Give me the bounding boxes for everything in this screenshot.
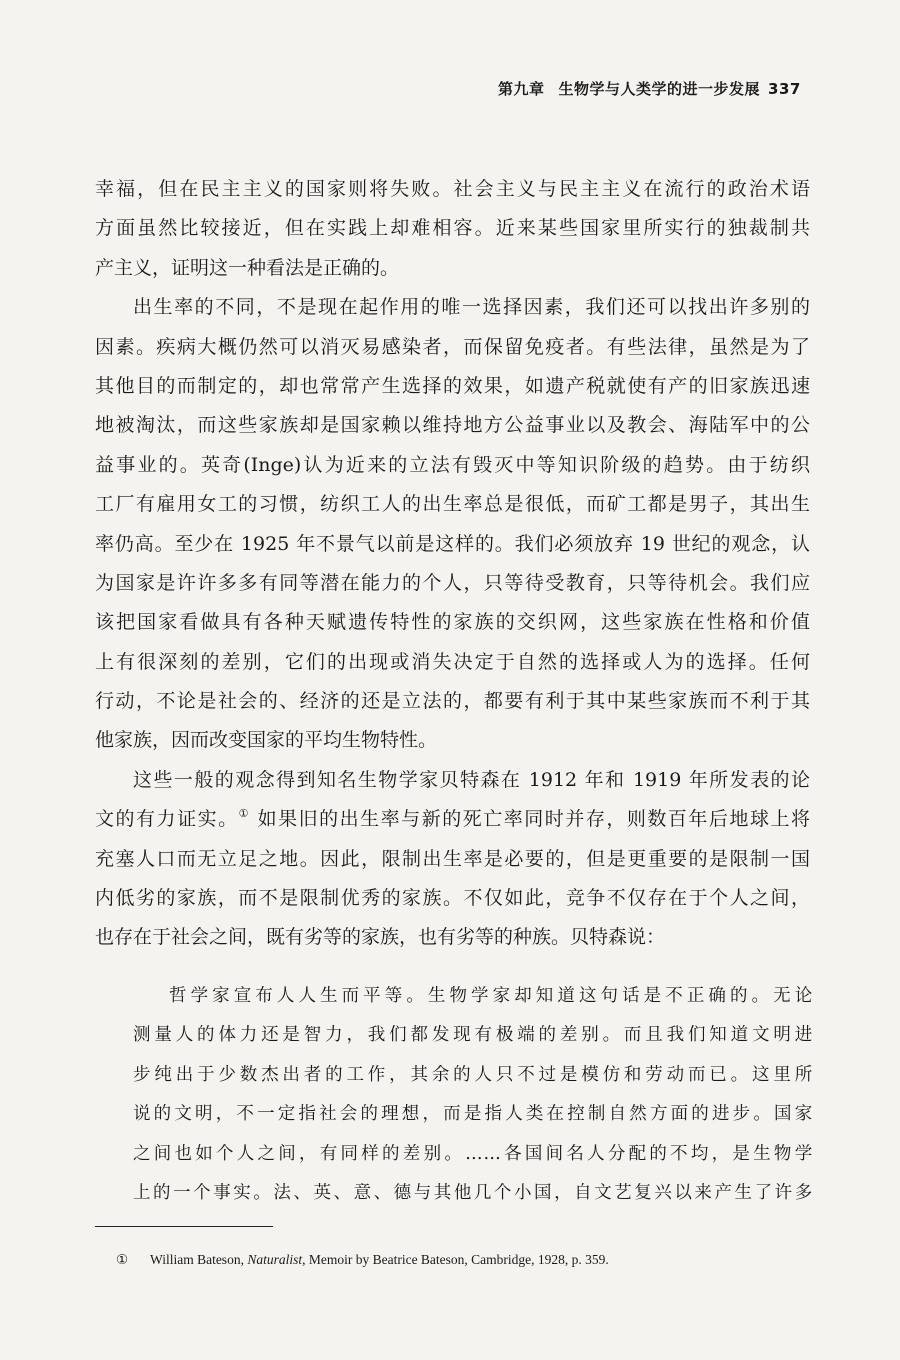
text-line: 行动，不论是社会的、经济的还是立法的，都要有利于其中某些家族而不利于其 (95, 690, 810, 713)
text-line: 内低劣的家族，而不是限制优秀的家族。不仅如此，竞争不仅存在于个人之间， (95, 887, 810, 910)
text-line: 益事业的。英奇(Inge)认为近来的立法有毁灭中等知识阶级的趋势。由于纺织 (95, 453, 810, 476)
footnote-details: , Memoir by Beatrice Bateson, Cambridge, 1928, p. 359. (302, 1252, 609, 1267)
text-segment: 如果旧的出生率与新的死亡率同时并存，则数百年后地球上将 (250, 808, 810, 831)
text-line: 产主义，证明这一种看法是正确的。 (95, 256, 400, 279)
text-line: 这些一般的观念得到知名生物学家贝特森在 1912 年和 1919 年所发表的论 (133, 768, 810, 791)
text-line: 他家族，因而改变国家的平均生物特性。 (95, 729, 438, 752)
text-line (95, 800, 810, 839)
quote-line: 步纯出于少数杰出者的工作，其余的人只不过是模仿和劳动而已。这里所 (133, 1064, 813, 1085)
block-quote (133, 977, 813, 1213)
text-line: 其他目的而制定的，却也常常产生选择的效果，如遗产税就使有产的旧家族迅速 (95, 374, 810, 397)
text-line: 工厂有雇用女工的习惯，纺织工人的出生率总是很低，而矿工都是男子，其出生 (95, 493, 810, 516)
text-line: 因素。疾病大概仍然可以消灭易感染者，而保留免疫者。有些法律，虽然是为了 (95, 335, 810, 358)
text-line: 上有很深刻的差别，它们的出现或消失决定于自然的选择或人为的选择。任何 (95, 650, 810, 673)
text-line: 也存在于社会之间，既有劣等的家族，也有劣等的种族。贝特森说： (95, 926, 666, 949)
main-text (95, 170, 810, 958)
text-line: 充塞人口而无立足之地。因此，限制出生率是必要的，但是更重要的是限制一国 (95, 847, 810, 870)
text-line: 率仍高。至少在 1925 年不景气以前是这样的。我们必须放弃 19 世纪的观念，认 (95, 532, 810, 555)
page-number: 337 (768, 80, 801, 98)
quote-line: 测量人的体力还是智力，我们都发现有极端的差别。而且我们知道文明进 (133, 1025, 813, 1046)
footnote-reference[interactable]: ① (238, 807, 251, 821)
chapter-label: 第九章 (498, 80, 545, 98)
footnote-mark: ① (116, 1252, 129, 1267)
quote-line: 说的文明，不一定指社会的理想，而是指人类在控制自然方面的进步。国家 (133, 1104, 813, 1125)
paragraph-3 (95, 761, 810, 958)
footnote-divider (95, 1226, 273, 1227)
paragraph-1 (95, 170, 810, 288)
running-head (498, 78, 801, 99)
chapter-title: 生物学与人类学的进一步发展 (558, 80, 761, 98)
text-line: 幸福，但在民主主义的国家则将失败。社会主义与民主主义在流行的政治术语 (95, 178, 810, 200)
text-line: 地被淘汰，而这些家族却是国家赖以维持地方公益事业以及教会、海陆军中的公 (95, 414, 810, 437)
quote-line: 之间也如个人之间，有同样的差别。……各国间名人分配的不均，是生物学 (133, 1143, 813, 1164)
text-segment: 文的有力证实。 (95, 808, 239, 831)
text-line: 该把国家看做具有各种天赋遗传特性的家族的交织网，这些家族在性格和价值 (95, 611, 810, 634)
footnote (116, 1252, 609, 1268)
text-line: 为国家是许许多多有同等潜在能力的个人，只等待受教育，只等待机会。我们应 (95, 571, 810, 594)
paragraph-2 (95, 288, 810, 761)
footnote-work-title: Naturalist (247, 1252, 303, 1267)
quote-line: 上的一个事实。法、英、意、德与其他几个小国，自文艺复兴以来产生了许多 (133, 1182, 813, 1203)
footnote-author: William Bateson, (150, 1252, 244, 1267)
text-line: 方面虽然比较接近，但在实践上却难相容。近来某些国家里所实行的独裁制共 (95, 217, 810, 240)
text-line: 出生率的不同，不是现在起作用的唯一选择因素，我们还可以找出许多别的 (133, 296, 810, 319)
quote-line: 哲学家宣布人人生而平等。生物学家却知道这句话是不正确的。无论 (169, 986, 813, 1006)
